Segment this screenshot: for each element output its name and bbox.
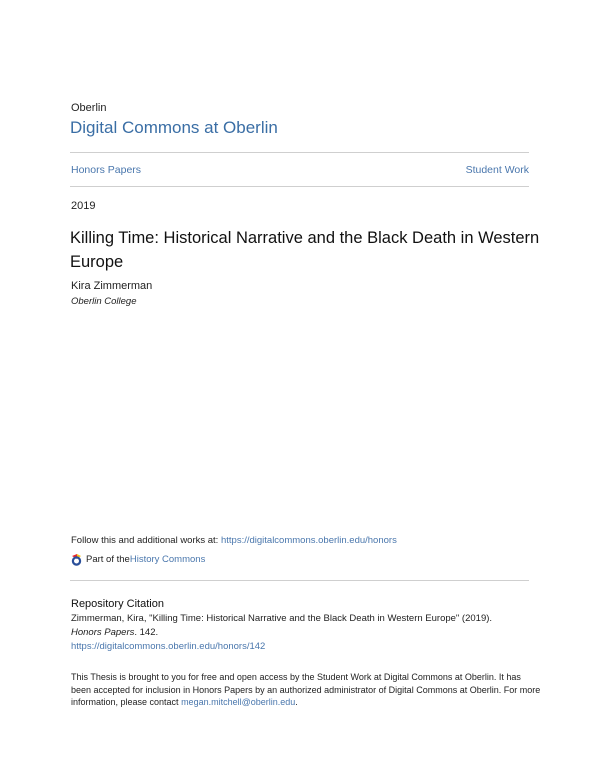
part-of-prefix: Part of the xyxy=(86,554,130,565)
citation-number: . 142. xyxy=(134,627,159,638)
divider-top xyxy=(70,152,529,153)
citation-heading: Repository Citation xyxy=(71,598,164,610)
access-notice xyxy=(71,671,541,709)
student-work-link[interactable]: Student Work xyxy=(465,164,529,176)
paper-title: Killing Time: Historical Narrative and the Black Death in Western Europe xyxy=(70,229,540,271)
notice-suffix: . xyxy=(295,697,298,707)
author-affiliation: Oberlin College xyxy=(71,296,137,307)
citation-series: Honors Papers xyxy=(71,627,135,638)
citation-series-line xyxy=(71,626,541,640)
citation-body xyxy=(71,612,541,654)
citation-url-link[interactable]: https://digitalcommons.oberlin.edu/honors/142 xyxy=(71,641,266,652)
institution-name: Oberlin xyxy=(71,102,107,114)
divider-nav-bottom xyxy=(70,186,529,187)
honors-collection-link[interactable]: https://digitalcommons.oberlin.edu/honors xyxy=(220,535,397,546)
history-commons-link[interactable]: History Commons xyxy=(129,554,206,565)
honors-papers-link[interactable]: Honors Papers xyxy=(71,164,142,176)
notice-text: This Thesis is brought to you for free and open access by the Student Work at Digital Commons at Oberlin. It has been accepted for inclusion in Honors Papers by an authorized administrator of Digital Commons at Oberlin. For more information, please contact xyxy=(71,672,541,707)
part-of-line xyxy=(70,553,205,566)
author-name: Kira Zimmerman xyxy=(71,280,153,292)
follow-line xyxy=(71,535,397,546)
citation-text: Zimmerman, Kira, "Killing Time: Historical Narrative and the Black Death in Western Europe" (2019). xyxy=(71,613,493,624)
publication-year: 2019 xyxy=(71,200,96,212)
network-logo-icon xyxy=(70,553,83,566)
divider-citation xyxy=(70,580,529,581)
contact-email-link[interactable]: megan.mitchell@oberlin.edu xyxy=(181,697,296,707)
repository-link[interactable]: Digital Commons at Oberlin xyxy=(70,118,278,137)
follow-prefix: Follow this and additional works at: xyxy=(71,535,221,546)
